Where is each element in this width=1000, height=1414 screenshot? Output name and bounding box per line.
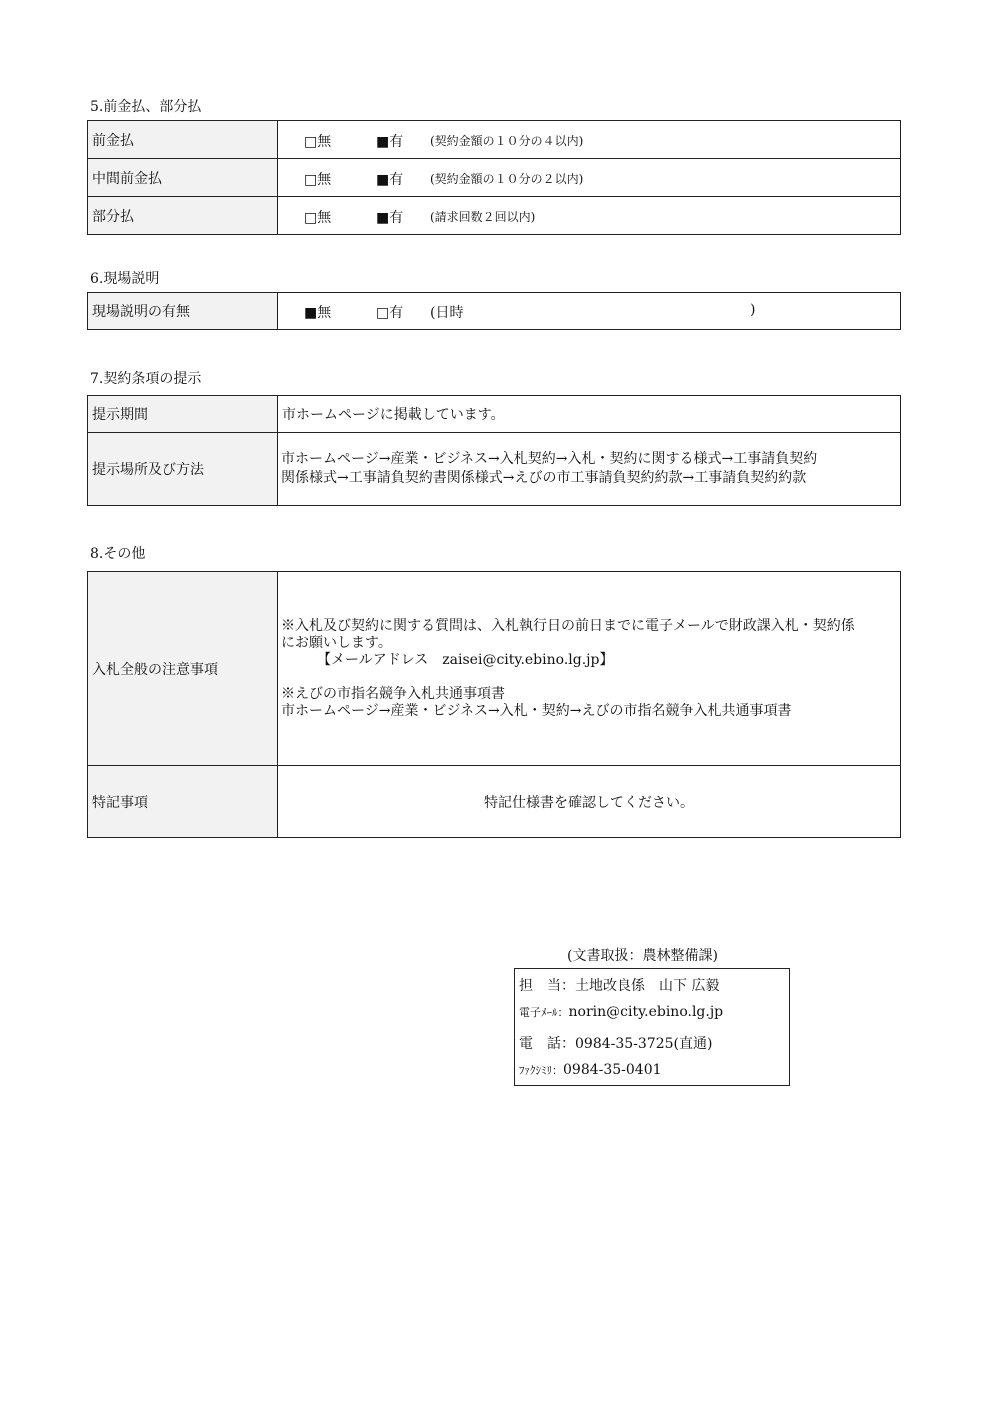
advance-note: (契約金額の１０分の４以内): [430, 134, 584, 148]
table-row: [88, 433, 901, 506]
interim-note: (契約金額の１０分の２以内): [430, 172, 584, 186]
site-explanation-label: 現場説明の有無: [88, 293, 278, 330]
section7-title: 7.契約条項の提示: [90, 371, 202, 387]
site-none-checkbox[interactable]: ■無: [304, 305, 332, 321]
place-line-1: 市ホームページ→産業・ビジネス→入札契約→入札・契約に関する様式→工事請負契約: [281, 451, 818, 467]
place-label: 提示場所及び方法: [88, 433, 278, 506]
site-explanation-table: [87, 292, 901, 330]
contact-caption: (文書取扱：農林整備課): [567, 948, 718, 964]
site-yes-checkbox[interactable]: □有: [376, 305, 404, 321]
general-notes-label: 入札全般の注意事項: [88, 572, 278, 766]
other-table: [87, 571, 901, 838]
datetime-close: ): [750, 302, 756, 318]
advance-payment-label: 前金払: [88, 121, 278, 159]
general-line-2: にお願いします。: [281, 634, 392, 651]
table-row: [88, 396, 901, 433]
general-line-4: ※えびの市指名競争入札共通事項書: [281, 685, 505, 702]
datetime-open: (日時: [430, 305, 464, 321]
contact-fax-row: [519, 1062, 662, 1078]
general-line-5: 市ホームページ→産業・ビジネス→入札・契約→えびの市指名競争入札共通事項書: [281, 702, 792, 719]
section6-title: 6.現場説明: [90, 271, 160, 287]
advance-none-checkbox[interactable]: □無: [304, 134, 332, 150]
period-value: 市ホームページに掲載しています。: [278, 396, 901, 433]
fax-label: ﾌｧｸｼﾐﾘ：: [519, 1064, 563, 1077]
advance-yes-checkbox[interactable]: ■有: [376, 134, 404, 150]
table-row: [88, 121, 901, 159]
table-row: [88, 293, 901, 330]
contact-email-row: [519, 1004, 723, 1020]
place-line-2: 関係様式→工事請負契約書関係様式→えびの市工事請負契約約款→工事請負契約約款: [281, 470, 807, 486]
contact-box: [514, 968, 790, 1086]
partial-none-checkbox[interactable]: □無: [304, 210, 332, 226]
special-notes-label: 特記事項: [88, 766, 278, 838]
contact-phone-row: [519, 1033, 712, 1053]
fax-value: 0984-35-0401: [563, 1062, 662, 1078]
period-label: 提示期間: [88, 396, 278, 433]
person-label: 担 当：: [519, 978, 575, 994]
email-address-line: 【メールアドレス zaisei@city.ebino.lg.jp】: [317, 651, 614, 668]
interim-advance-label: 中間前金払: [88, 159, 278, 197]
table-row: [88, 197, 901, 235]
section8-title: 8.その他: [90, 546, 146, 562]
interim-none-checkbox[interactable]: □無: [304, 172, 332, 188]
special-notes-value: 特記仕様書を確認してください。: [278, 766, 901, 838]
advance-payment-table: [87, 120, 901, 235]
email-value: norin@city.ebino.lg.jp: [568, 1004, 724, 1020]
partial-payment-label: 部分払: [88, 197, 278, 235]
table-row: [88, 159, 901, 197]
person-value: 土地改良係 山下 広毅: [575, 978, 720, 994]
contact-person-row: [519, 975, 719, 995]
partial-note: (請求回数２回以内): [430, 210, 536, 224]
interim-yes-checkbox[interactable]: ■有: [376, 172, 404, 188]
general-line-1: ※入札及び契約に関する質問は、入札執行日の前日までに電子メールで財政課入札・契約係: [281, 617, 855, 634]
email-label: 電子ﾒｰﾙ：: [519, 1006, 569, 1019]
table-row: [88, 572, 901, 766]
phone-value: 0984-35-3725(直通): [575, 1036, 713, 1052]
phone-label: 電 話：: [519, 1036, 575, 1052]
contract-terms-table: [87, 395, 901, 506]
table-row: [88, 766, 901, 838]
section5-title: 5.前金払、部分払: [90, 99, 202, 115]
partial-yes-checkbox[interactable]: ■有: [376, 210, 404, 226]
